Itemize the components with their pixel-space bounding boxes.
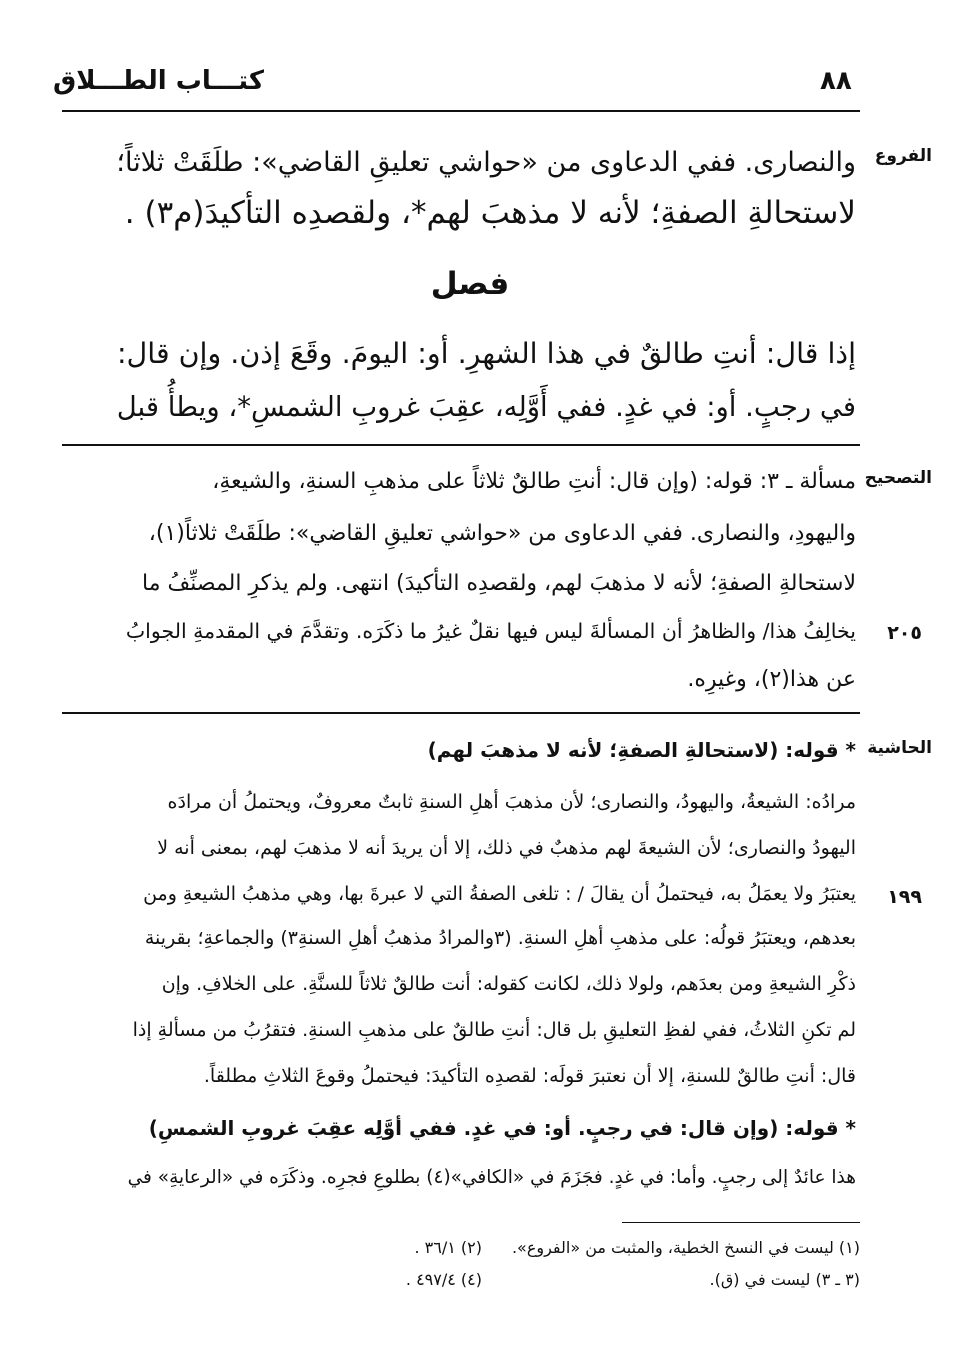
hashiya-line-7: قال: أنتِ طالقٌ للسنةِ، إلا أن نعتبرَ قولَه: لقصدِه التأكيدَ: فيحتملُ وقوعَ الثلاثِ مطلقاً.: [203, 1065, 856, 1087]
correction-line-5: عن هذا(٢)، وغيرِه.: [687, 667, 856, 692]
correction-line-2: واليهودِ، والنصارى. ففي الدعاوى من «حواشي تعليقِ القاضي»: طلَقَتْ ثلاثاً(١)،: [148, 521, 856, 546]
margin-number-hash: ١٩٩: [887, 886, 922, 908]
main-line-4: في رجبٍ. أو: في غدٍ. ففي أَوَّلِه، عقِبَ غروبِ الشمسِ*، ويطأُ قبل: [116, 391, 856, 423]
footnote-3: (٣ ـ ٣) ليست في (ق).: [709, 1270, 860, 1289]
side-label-hashiya: الحاشية: [867, 738, 932, 758]
main-line-1: والنصارى. ففي الدعاوى من «حواشي تعليقِ القاضي»: طلَقَتْ ثلاثاً؛: [116, 147, 856, 178]
correction-line-3: لاستحالةِ الصفةِ؛ لأنه لا مذهبَ لهم، ولقصدِه التأكيدَ) انتهى. ولم يذكرِ المصنِّفُ ما: [141, 571, 856, 596]
main-line-3: إذا قال: أنتِ طالقٌ في هذا الشهرِ. أو: اليومَ. وقَعَ إذن. وإن قال:: [116, 337, 856, 370]
hashiya-line-4: بعدهم، ويعتبَرُ قولُه: على مذهبِ أهلِ السنةِ. (٣والمرادُ مذهبُ أهلِ السنةِ٣) والجماعةِ؛ بقرينة: [144, 927, 856, 949]
hashiya-heading-2: * قوله: (وإن قال: في رجبٍ. أو: في غدٍ. ففي أوَّلِه عقِبَ غروبِ الشمسِ): [148, 1116, 856, 1140]
side-label-furu: الفروع: [874, 146, 932, 166]
hashiya-line-2: اليهودُ والنصارى؛ لأن الشيعةَ لهم مذهبٌ في ذلك، إلا أن يريدَ أنه لا مذهبَ لهم، بمعنى أنه لا: [157, 837, 856, 859]
section-heading: فصل: [430, 266, 510, 302]
correction-line-4: يخالِفُ هذا/ والظاهرُ أن المسألةَ ليس فيها نقلٌ غيرُ ما ذكَرَه. وتقدَّمَ في المقدمةِ الجوابُ: [125, 619, 856, 643]
running-header-title: كتـــاب الطـــلاق: [53, 66, 264, 96]
section-rule-2: [62, 712, 860, 714]
header-rule: [62, 110, 860, 112]
margin-number-corr: ٢٠٥: [887, 622, 922, 644]
footnote-rule: [622, 1222, 860, 1223]
hashiya-line-5: ذكْرِ الشيعةِ ومن بعدَهم، ولولا ذلك، لكانت كقوله: أنت طالقٌ ثلاثاً للسنَّةِ. على الخلافِ. وإن: [161, 973, 856, 995]
side-label-tashih: التصحيح: [864, 468, 932, 488]
hashiya-line-3: يعتبَرُ ولا يعمَلُ به، فيحتملُ أن يقالَ / : تلغى الصفةُ التي لا عبرةَ بها، وهي مذهبُ الشيعةِ ومن: [143, 883, 856, 905]
correction-line-1: مسألة ـ ٣: قوله: (وإن قال: أنتِ طالقٌ ثلاثاً على مذهبِ السنةِ، والشيعةِ،: [212, 469, 856, 494]
footnote-1: (١) ليست في النسخ الخطية، والمثبت من «الفروع».: [511, 1238, 860, 1257]
section-rule-1: [62, 444, 860, 446]
footnote-4: (٤) ٤٩٧/٤ .: [405, 1270, 482, 1289]
footnote-2: (٢) ٣٦/١ .: [414, 1238, 482, 1257]
main-line-2: لاستحالةِ الصفةِ؛ لأنه لا مذهبَ لهم*، ولقصدِه التأكيدَ(م٣) .: [124, 195, 856, 231]
page-number: ٨٨: [820, 66, 852, 96]
hashiya-heading-1: * قوله: (لاستحالةِ الصفةِ؛ لأنه لا مذهبَ لهم): [427, 738, 856, 762]
hashiya-line-8: هذا عائدٌ إلى رجبٍ. وأما: في غدٍ. فجَزَمَ في «الكافي»(٤) بطلوعِ فجرِه. وذكَرَه في «الرعايةِ» في: [127, 1167, 856, 1188]
hashiya-line-1: مرادُه: الشيعةُ، واليهودُ، والنصارى؛ لأن مذهبَ أهلِ السنةِ ثابتٌ معروفٌ، ويحتملُ أن مرادَه: [167, 791, 856, 813]
hashiya-line-6: لم تكنِ الثلاثُ، ففي لفظِ التعليقِ بل قال: أنتِ طالقٌ على مذهبِ السنةِ. فتقرُبُ من مسألةِ إذا: [132, 1019, 856, 1041]
